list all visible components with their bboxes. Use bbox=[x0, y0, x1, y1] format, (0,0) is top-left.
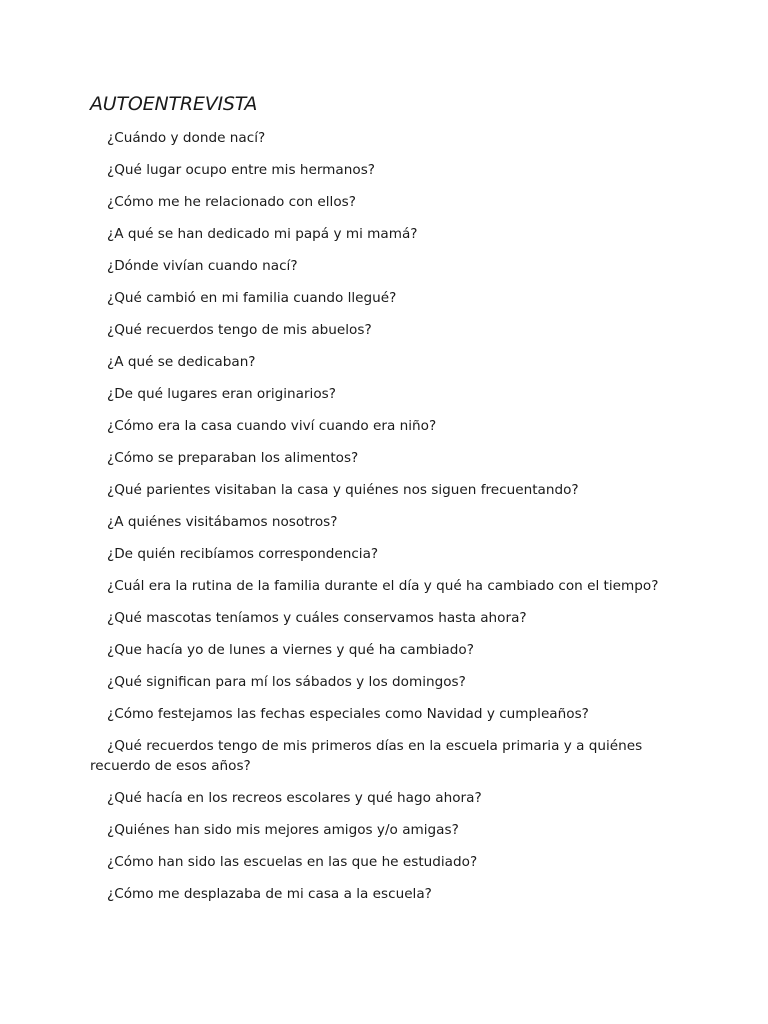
question-item: ¿A qué se dedicaban? bbox=[107, 354, 256, 370]
question-item: ¿Cómo me desplazaba de mi casa a la escuela? bbox=[107, 886, 432, 902]
question-item: ¿Qué mascotas teníamos y cuáles conservamos hasta ahora? bbox=[107, 610, 527, 626]
document-page bbox=[90, 90, 690, 916]
question-item: ¿Cómo era la casa cuando viví cuando era niño? bbox=[107, 418, 437, 434]
question-item: ¿Cuál era la rutina de la familia durante el día y qué ha cambiado con el tiempo? bbox=[107, 578, 659, 594]
question-item: ¿Qué recuerdos tengo de mis abuelos? bbox=[107, 322, 372, 338]
question-item: ¿Que hacía yo de lunes a viernes y qué ha cambiado? bbox=[107, 642, 474, 658]
question-item: ¿De quién recibíamos correspondencia? bbox=[107, 546, 379, 562]
question-item: ¿Cómo me he relacionado con ellos? bbox=[107, 194, 356, 210]
question-item: ¿Dónde vivían cuando nací? bbox=[107, 258, 298, 274]
question-item: ¿A qué se han dedicado mi papá y mi mamá? bbox=[107, 226, 418, 242]
question-item: ¿Qué recuerdos tengo de mis primeros días en la escuela primaria y a quiénes recuerdo de esos años? bbox=[90, 738, 643, 774]
question-item: ¿Qué parientes visitaban la casa y quiénes nos siguen frecuentando? bbox=[107, 482, 579, 498]
question-item: ¿Quiénes han sido mis mejores amigos y/o amigas? bbox=[107, 822, 459, 838]
question-item: ¿Cómo se preparaban los alimentos? bbox=[107, 450, 359, 466]
question-item: ¿De qué lugares eran originarios? bbox=[107, 386, 336, 402]
document-title: AUTOENTREVISTA bbox=[90, 93, 258, 115]
question-item: ¿Cómo han sido las escuelas en las que he estudiado? bbox=[107, 854, 478, 870]
question-item: ¿Qué lugar ocupo entre mis hermanos? bbox=[107, 162, 375, 178]
question-item: ¿Cómo festejamos las fechas especiales como Navidad y cumpleaños? bbox=[107, 706, 589, 722]
question-item: ¿Qué cambió en mi familia cuando llegué? bbox=[107, 290, 397, 306]
question-item: ¿Qué significan para mí los sábados y los domingos? bbox=[107, 674, 466, 690]
question-list bbox=[90, 128, 690, 904]
question-item: ¿Cuándo y donde nací? bbox=[107, 130, 266, 146]
question-item: ¿Qué hacía en los recreos escolares y qué hago ahora? bbox=[107, 790, 482, 806]
question-item: ¿A quiénes visitábamos nosotros? bbox=[107, 514, 338, 530]
